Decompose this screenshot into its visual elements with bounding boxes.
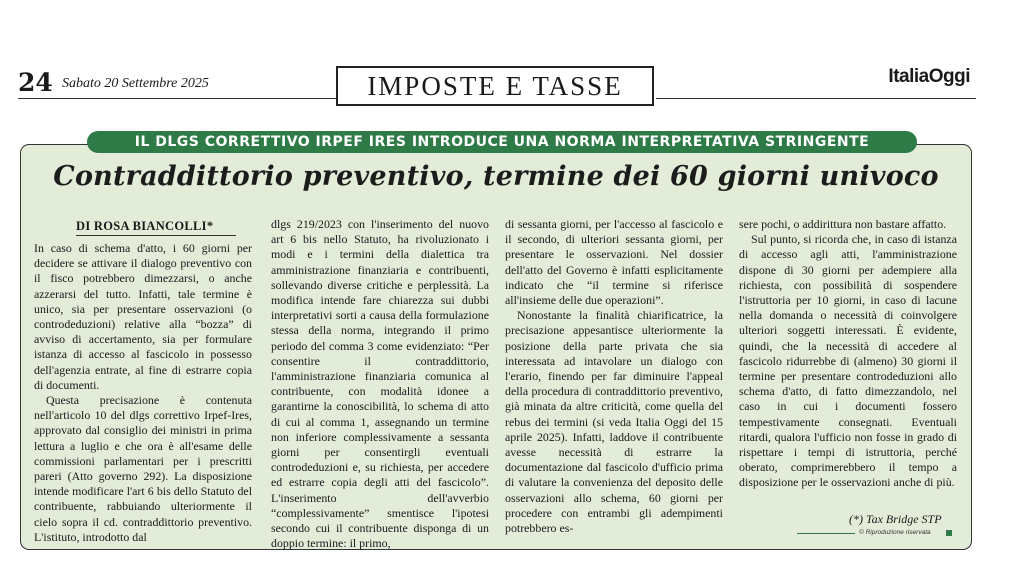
- publication-logo: ItaliaOggi: [888, 66, 970, 87]
- paragraph: dlgs 219/2023 con l'inserimento del nuovo art 6 bis nello Statuto, ha rivoluzionato i modi e i termini della dialettica tra amministrazione finanziaria e contribuenti, sollevando diverse critiche e perplessità. La modifica intende fare chiarezza sui dubbi interpretativi sorti a causa della formulazione stessa della norma, integrando il primo periodo del comma 3 come evidenziato: “Per consentire il contraddittorio, l'amministrazione finanziaria comunica al contribuente, con modalità idonee a garantirne la conoscibilità, lo schema di atto di cui al comma 1, assegnando un termine non inferiore complessivamente a sessanta giorni per consentirgli eventuali controdeduzioni e, su richiesta, per accedere ed estrarre copia degli atti del fascicolo”. L'inserimento dell'avverbio “complessivamente” smentisce l'ipotesi secondo cui il contribuente disponga di un doppio termine: il primo,: [271, 217, 489, 551]
- author-credit: (*) Tax Bridge STP: [849, 512, 942, 526]
- section-title: IMPOSTE E TASSE: [367, 70, 623, 101]
- paragraph: Sul punto, si ricorda che, in caso di istanza di accesso agli atti, l'amministrazione dispone di 30 giorni per adempiere alla richiesta, con possibilità di sospendere l'istruttoria per 10 giorni, in caso di lacune nella domanda o necessità di coinvolgere ulteriori soggetti interessati. È evidente, quindi, che la necessità di accedere al fascicolo ridurrebbe di (almeno) 30 giorni il termine per presentare controdeduzioni allo schema d'atto, di fatto dimezzandolo, nel caso in cui i documenti fossero tempestivamente consegnati. Eventuali ritardi, qualora l'ufficio non fosse in grado di rispettare i tempi di istruttoria, perché oberato, comprimerebbero il tempo a disposizione per le osservazioni anche di più.: [739, 232, 957, 490]
- article-byline: DI ROSA BIANCOLLI*: [76, 219, 214, 233]
- page-number: 24: [18, 68, 53, 97]
- paragraph: Questa precisazione è contenuta nell'articolo 10 del dlgs correttivo Irpef-Ires, approvato dal consiglio dei ministri in prima lettura a luglio e che ora è all'esame delle commissioni parlamentari per i prescritti pareri (Atto governo 292). La disposizione intende modificare l'art 6 bis dello Statuto del contribuente, rabbuiando ulteriormente il cielo sopra il cd. contraddittorio preventivo. L'istituto, introdotto dal: [34, 393, 252, 544]
- issue-date: Sabato 20 Settembre 2025: [62, 76, 209, 91]
- copyright-notice: © Riproduzione riservata: [859, 529, 931, 536]
- paragraph: di sessanta giorni, per l'accesso al fascicolo e il secondo, di ulteriori sessanta giorni, per presentare le osservazioni. Nel dossier dell'atto del Governo è infatti esplicitamente indicato che “il termine si riferisce all'insieme delle due operazioni”.: [505, 217, 723, 308]
- paragraph: Nonostante la finalità chiarificatrice, la precisazione appesantisce ulteriormente la posizione della parte privata che sia interessata ad intavolare un dialogo con l'erario, finendo per far diminuire l'appeal della procedura di contraddittorio preventivo, già minata da altre criticità, come quella del rebus dei termini (si veda Italia Oggi del 15 aprile 2025). Infatti, laddove il contribuente avesse necessità di estrarre la documentazione dal fascicolo d'ufficio prima di valutare la convenienza del deposito delle osservazioni allo schema, 60 giorni per procedere con entrambi gli adempimenti potrebbero es-: [505, 308, 723, 536]
- article-box: [20, 144, 972, 550]
- article-column-1: [34, 241, 252, 545]
- article-column-2: [271, 217, 489, 551]
- article-headline: Contraddittorio preventivo, termine dei 60 giorni univoco: [53, 161, 939, 192]
- section-title-box: [336, 66, 654, 106]
- article-column-4: [739, 217, 957, 491]
- page-header: [18, 64, 976, 108]
- copyright-rule: [797, 533, 855, 534]
- kicker-text: IL DLGS CORRETTIVO IRPEF IRES INTRODUCE UNA NORMA INTERPRETATIVA STRINGENTE: [134, 134, 870, 150]
- kicker-banner: [87, 131, 917, 153]
- header-rule-left: [18, 98, 336, 99]
- byline-rule: [76, 235, 236, 236]
- paragraph: In caso di schema d'atto, i 60 giorni per decidere se attivare il dialogo preventivo con il fisco potrebbero dimezzarsi, o anche azzerarsi del tutto. Infatti, tale termine è unico, sia per presentare osservazioni (o controdeduzioni) relative alla “bozza” di avviso di accertamento, sia per formulare istanza di accesso al fascicolo in possesso dell'agenzia entrate, al fine di estrarre copia di documenti.: [34, 241, 252, 392]
- article-column-3: [505, 217, 723, 536]
- end-mark-icon: [946, 530, 952, 536]
- paragraph: sere pochi, o addirittura non bastare affatto.: [739, 217, 947, 231]
- header-rule-right: [656, 98, 976, 99]
